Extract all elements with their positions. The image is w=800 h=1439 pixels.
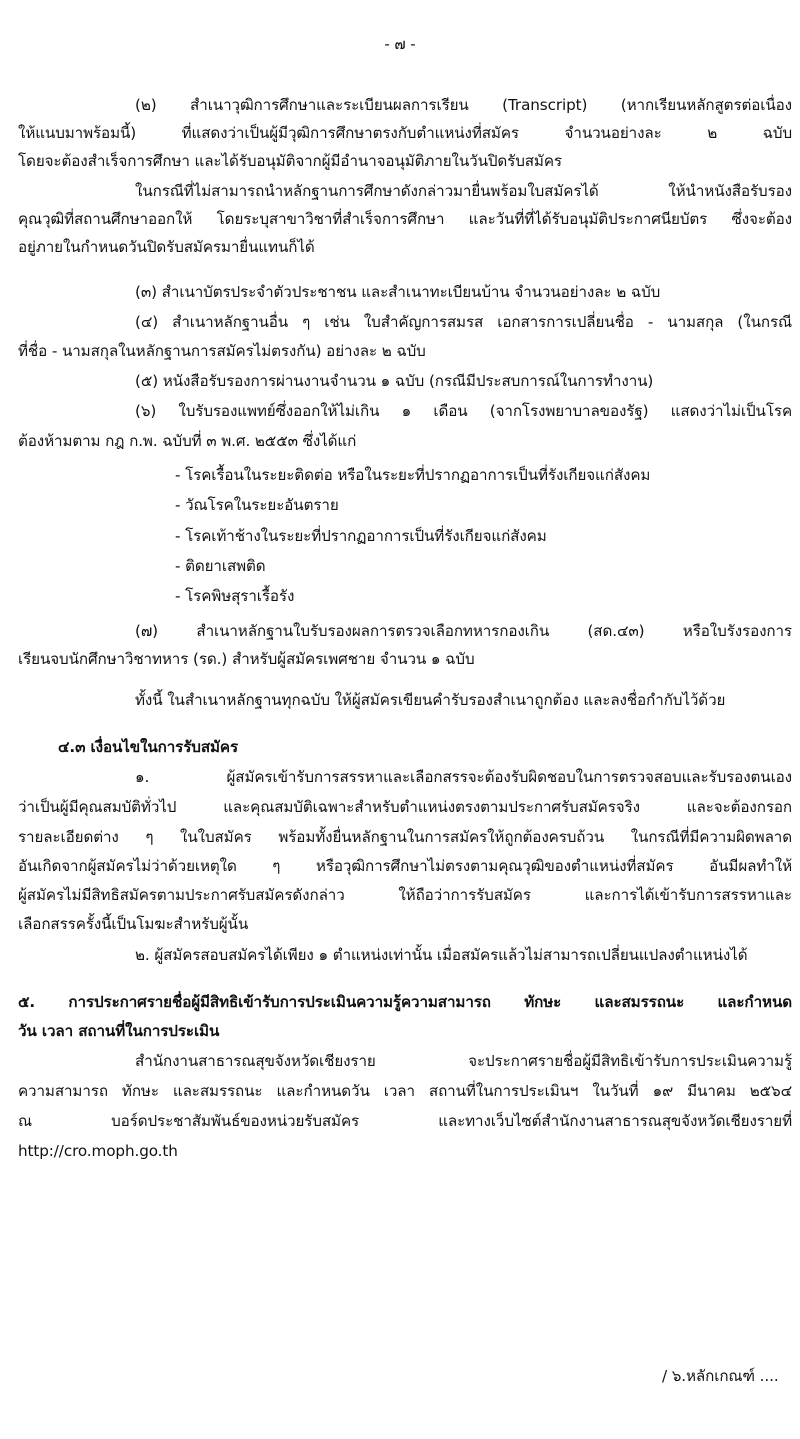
disease-list-item: - โรคเท้าช้างในระยะที่ปรากฏอาการเป็นที่รังเกียจแก่สังคม [175, 527, 547, 545]
certify-note: ทั้งนี้ ในสำเนาหลักฐานทุกฉบับ ให้ผู้สมัครเขียนคำรับรองสำเนาถูกต้อง และลงชื่อกำกับไว้ด้วย [135, 691, 726, 709]
disease-list-item: - ติดยาเสพติด [175, 557, 266, 575]
doc-item-7-line-2: เรียนจบนักศึกษาวิชาทหาร (รด.) สำหรับผู้สมัครเพศชาย จำนวน ๑ ฉบับ [18, 650, 475, 668]
condition-1-line-2: ว่าเป็นผู้มีคุณสมบัติทั่วไป และคุณสมบัติเฉพาะสำหรับตำแหน่งตรงตามประกาศรับสมัครจริง และจะต้องกรอก [18, 798, 792, 816]
doc-item-6-line-2: ต้องห้ามตาม กฎ ก.พ. ฉบับที่ ๓ พ.ศ. ๒๕๕๓ ซึ่งได้แก่ [18, 432, 357, 450]
disease-list-item: - โรคเรื้อนในระยะติดต่อ หรือในระยะที่ปรากฏอาการเป็นที่รังเกียจแก่สังคม [175, 466, 651, 484]
continuation-note: / ๖.หลักเกณฑ์ .... [662, 1367, 779, 1385]
condition-2: ๒. ผู้สมัครสอบสมัครได้เพียง ๑ ตำแหน่งเท่านั้น เมื่อสมัครแล้วไม่สามารถเปลี่ยนแปลงตำแหน่งได้ [135, 946, 748, 964]
condition-1-line-3: รายละเอียดต่าง ๆ ในใบสมัคร พร้อมทั้งยื่นหลักฐานในการสมัครให้ถูกต้องครบถ้วน ในกรณีที่มีความผิดพลาด [18, 828, 792, 846]
condition-1-line-6: เลือกสรรครั้งนี้เป็นโมฆะสำหรับผู้นั้น [18, 915, 249, 933]
section-5-text-line-3: ณ บอร์ดประชาสัมพันธ์ของหน่วยรับสมัคร และทางเว็บไซต์สำนักงานสาธารณสุขจังหวัดเชียงรายที่ [18, 1112, 792, 1130]
page-number: - ๗ - [384, 35, 416, 53]
doc-note-line-3: อยู่ภายในกำหนดวันปิดรับสมัครมายื่นแทนก็ได้ [18, 238, 315, 256]
doc-item-5: (๕) หนังสือรับรองการผ่านงานจำนวน ๑ ฉบับ (กรณีมีประสบการณ์ในการทำงาน) [135, 372, 654, 390]
doc-item-7-line-1: (๗) สำเนาหลักฐานใบรับรองผลการตรวจเลือกทหารกองเกิน (สด.๔๓) หรือใบรังรองการ [135, 622, 792, 640]
doc-note-line-2: คุณวุฒิที่สถานศึกษาออกให้ โดยระบุสาขาวิชาที่สำเร็จการศึกษา และวันที่ที่ได้รับอนุมัติประกาศนียบัตร ซึ่งจะต้อง [18, 210, 792, 228]
doc-item-4-line-1: (๔) สำเนาหลักฐานอื่น ๆ เช่น ใบสำคัญการสมรส เอกสารการเปลี่ยนชื่อ - นามสกุล (ในกรณี [135, 313, 792, 331]
doc-note-line-1: ในกรณีที่ไม่สามารถนำหลักฐานการศึกษาดังกล่าวมายื่นพร้อมใบสมัครได้ ให้นำหนังสือรับรอง [135, 182, 792, 200]
doc-item-2-line-1: (๒) สำเนาวุฒิการศึกษาและระเบียนผลการเรียน (Transcript) (หากเรียนหลักสูตรต่อเนื่อง [135, 96, 792, 114]
section-5-heading-line-1: ๕. การประกาศรายชื่อผู้มีสิทธิเข้ารับการประเมินความรู้ความสามารถ ทักษะ และสมรรถนะ และกำหนด [18, 993, 792, 1011]
section-4-3-heading: ๔.๓ เงื่อนไขในการรับสมัคร [58, 738, 239, 756]
doc-item-6-line-1: (๖) ใบรับรองแพทย์ซึ่งออกให้ไม่เกิน ๑ เดือน (จากโรงพยาบาลของรัฐ) แสดงว่าไม่เป็นโรค [135, 402, 792, 420]
doc-item-3: (๓) สำเนาบัตรประจำตัวประชาชน และสำเนาทะเบียนบ้าน จำนวนอย่างละ ๒ ฉบับ [135, 283, 661, 301]
doc-item-2-line-3: โดยจะต้องสำเร็จการศึกษา และได้รับอนุมัติจากผู้มีอำนาจอนุมัติภายในวันปิดรับสมัคร [18, 152, 562, 170]
doc-item-2-line-2: ให้แนบมาพร้อมนี้) ที่แสดงว่าเป็นผู้มีวุฒิการศึกษาตรงกับตำแหน่งที่สมัคร จำนวนอย่างละ ๒ ฉบับ [18, 124, 792, 142]
section-5-heading-line-2: วัน เวลา สถานที่ในการประเมิน [18, 1022, 220, 1040]
section-5-text-line-1: สำนักงานสาธารณสุขจังหวัดเชียงราย จะประกาศรายชื่อผู้มีสิทธิเข้ารับการประเมินความรู้ [135, 1052, 792, 1070]
condition-1-line-1: ๑. ผู้สมัครเข้ารับการสรรหาและเลือกสรรจะต้องรับผิดชอบในการตรวจสอบและรับรองตนเอง [135, 768, 792, 786]
section-5-text-line-2: ความสามารถ ทักษะ และสมรรถนะ และกำหนดวัน เวลา สถานที่ในการประเมินฯ ในวันที่ ๑๙ มีนาคม ๒๕๖๔ [18, 1082, 792, 1100]
disease-list-item: - โรคพิษสุราเรื้อรัง [175, 587, 295, 605]
condition-1-line-5: ผู้สมัครไม่มีสิทธิสมัครตามประกาศรับสมัครดังกล่าว ให้ถือว่าการรับสมัคร และการได้เข้ารับการสรรหาและ [18, 886, 792, 904]
doc-item-4-line-2: ที่ชื่อ - นามสกุลในหลักฐานการสมัครไม่ตรงกัน) อย่างละ ๒ ฉบับ [18, 342, 426, 360]
condition-1-line-4: อันเกิดจากผู้สมัครไม่ว่าด้วยเหตุใด ๆ หรือวุฒิการศึกษาไม่ตรงตามคุณวุฒิของตำแหน่งที่สมัคร อันมีผลทำให้ [18, 857, 792, 875]
website-url: http://cro.moph.go.th [18, 1142, 178, 1160]
disease-list-item: - วัณโรคในระยะอันตราย [175, 496, 339, 514]
